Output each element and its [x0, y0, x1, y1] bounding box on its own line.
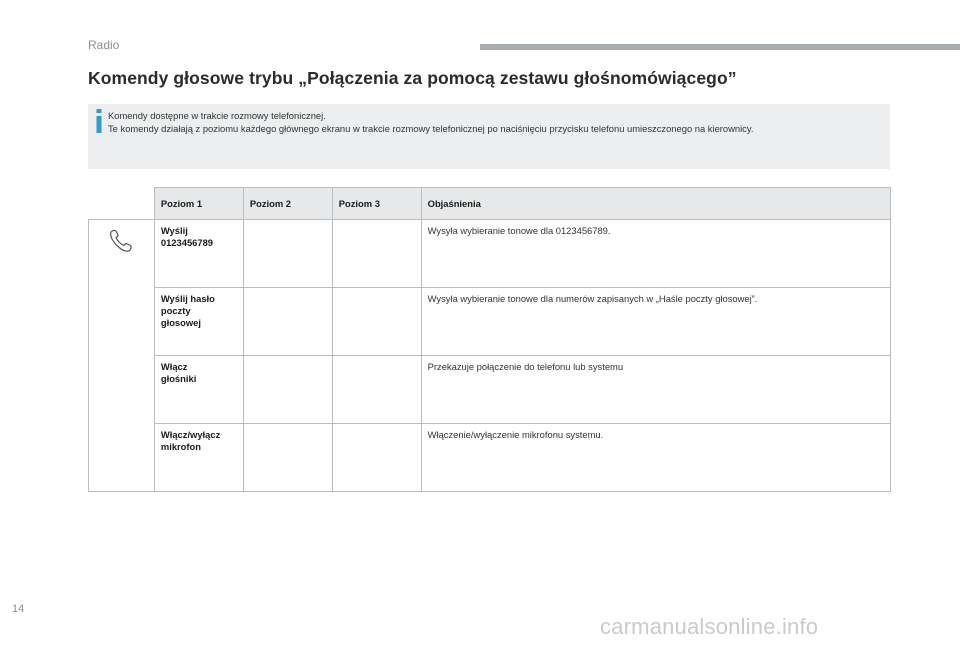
row2-explanation: Wysyła wybieranie tonowe dla numerów zapisanych w „Haśle poczty głosowej”. — [421, 288, 890, 356]
info-line-1: Komendy dostępne w trakcie rozmowy telefonicznej. — [108, 110, 326, 121]
row2-level1-line1: Wyślij hasło — [160, 293, 215, 304]
header-bar — [480, 44, 960, 50]
info-box — [88, 104, 890, 169]
table-header-level2: Poziom 2 — [243, 188, 332, 220]
table-header-blank — [89, 188, 155, 220]
watermark: carmanualsonline.info — [600, 614, 819, 639]
table-row — [89, 356, 891, 424]
row1-level1-line1: Wyślij — [160, 225, 188, 236]
row2-level1-line3: głosowej — [160, 317, 201, 328]
row4-level1-line2: mikrofon — [160, 441, 201, 452]
table-header-level3: Poziom 3 — [332, 188, 421, 220]
row2-level1 — [154, 288, 243, 356]
row1-level1-line2: 0123456789 — [160, 237, 214, 248]
row3-level1-line1: Włącz — [160, 361, 188, 372]
table-row — [89, 220, 891, 288]
table-row — [89, 424, 891, 492]
row1-level2 — [243, 220, 332, 288]
row2-level2 — [243, 288, 332, 356]
table-header-level1: Poziom 1 — [154, 188, 243, 220]
table-header-explanation: Objaśnienia — [421, 188, 890, 220]
row4-level2 — [243, 424, 332, 492]
row1-level1 — [154, 220, 243, 288]
row3-level1-line2: głośniki — [160, 373, 197, 384]
page-number: 14 — [12, 603, 25, 615]
row3-explanation: Przekazuje połączenie do telefonu lub systemu — [421, 356, 890, 424]
icon-cell — [89, 220, 155, 492]
row1-explanation: Wysyła wybieranie tonowe dla 0123456789. — [421, 220, 890, 288]
row3-level2 — [243, 356, 332, 424]
row4-level1-line1: Włącz/wyłącz — [160, 429, 221, 440]
section-label: Radio — [88, 38, 120, 52]
table-header-row — [89, 188, 891, 220]
row4-level3 — [332, 424, 421, 492]
page-title: Komendy głosowe trybu „Połączenia za pomocą zestawu głośnomówiącego” — [88, 68, 737, 88]
commands-table — [88, 187, 891, 492]
row4-level1 — [154, 424, 243, 492]
row2-level3 — [332, 288, 421, 356]
info-icon — [93, 109, 105, 133]
info-text — [108, 110, 753, 135]
row1-level3 — [332, 220, 421, 288]
row3-level1 — [154, 356, 243, 424]
info-line-2: Te komendy działają z poziomu każdego głównego ekranu w trakcie rozmowy telefonicznej po naciśnięciu przycisku telefonu umieszczonego na kierownicy. — [108, 122, 754, 134]
phone-icon — [108, 228, 138, 252]
row4-explanation: Włączenie/wyłączenie mikrofonu systemu. — [421, 424, 890, 492]
row2-level1-line2: poczty — [160, 305, 191, 316]
row3-level3 — [332, 356, 421, 424]
table-row — [89, 288, 891, 356]
